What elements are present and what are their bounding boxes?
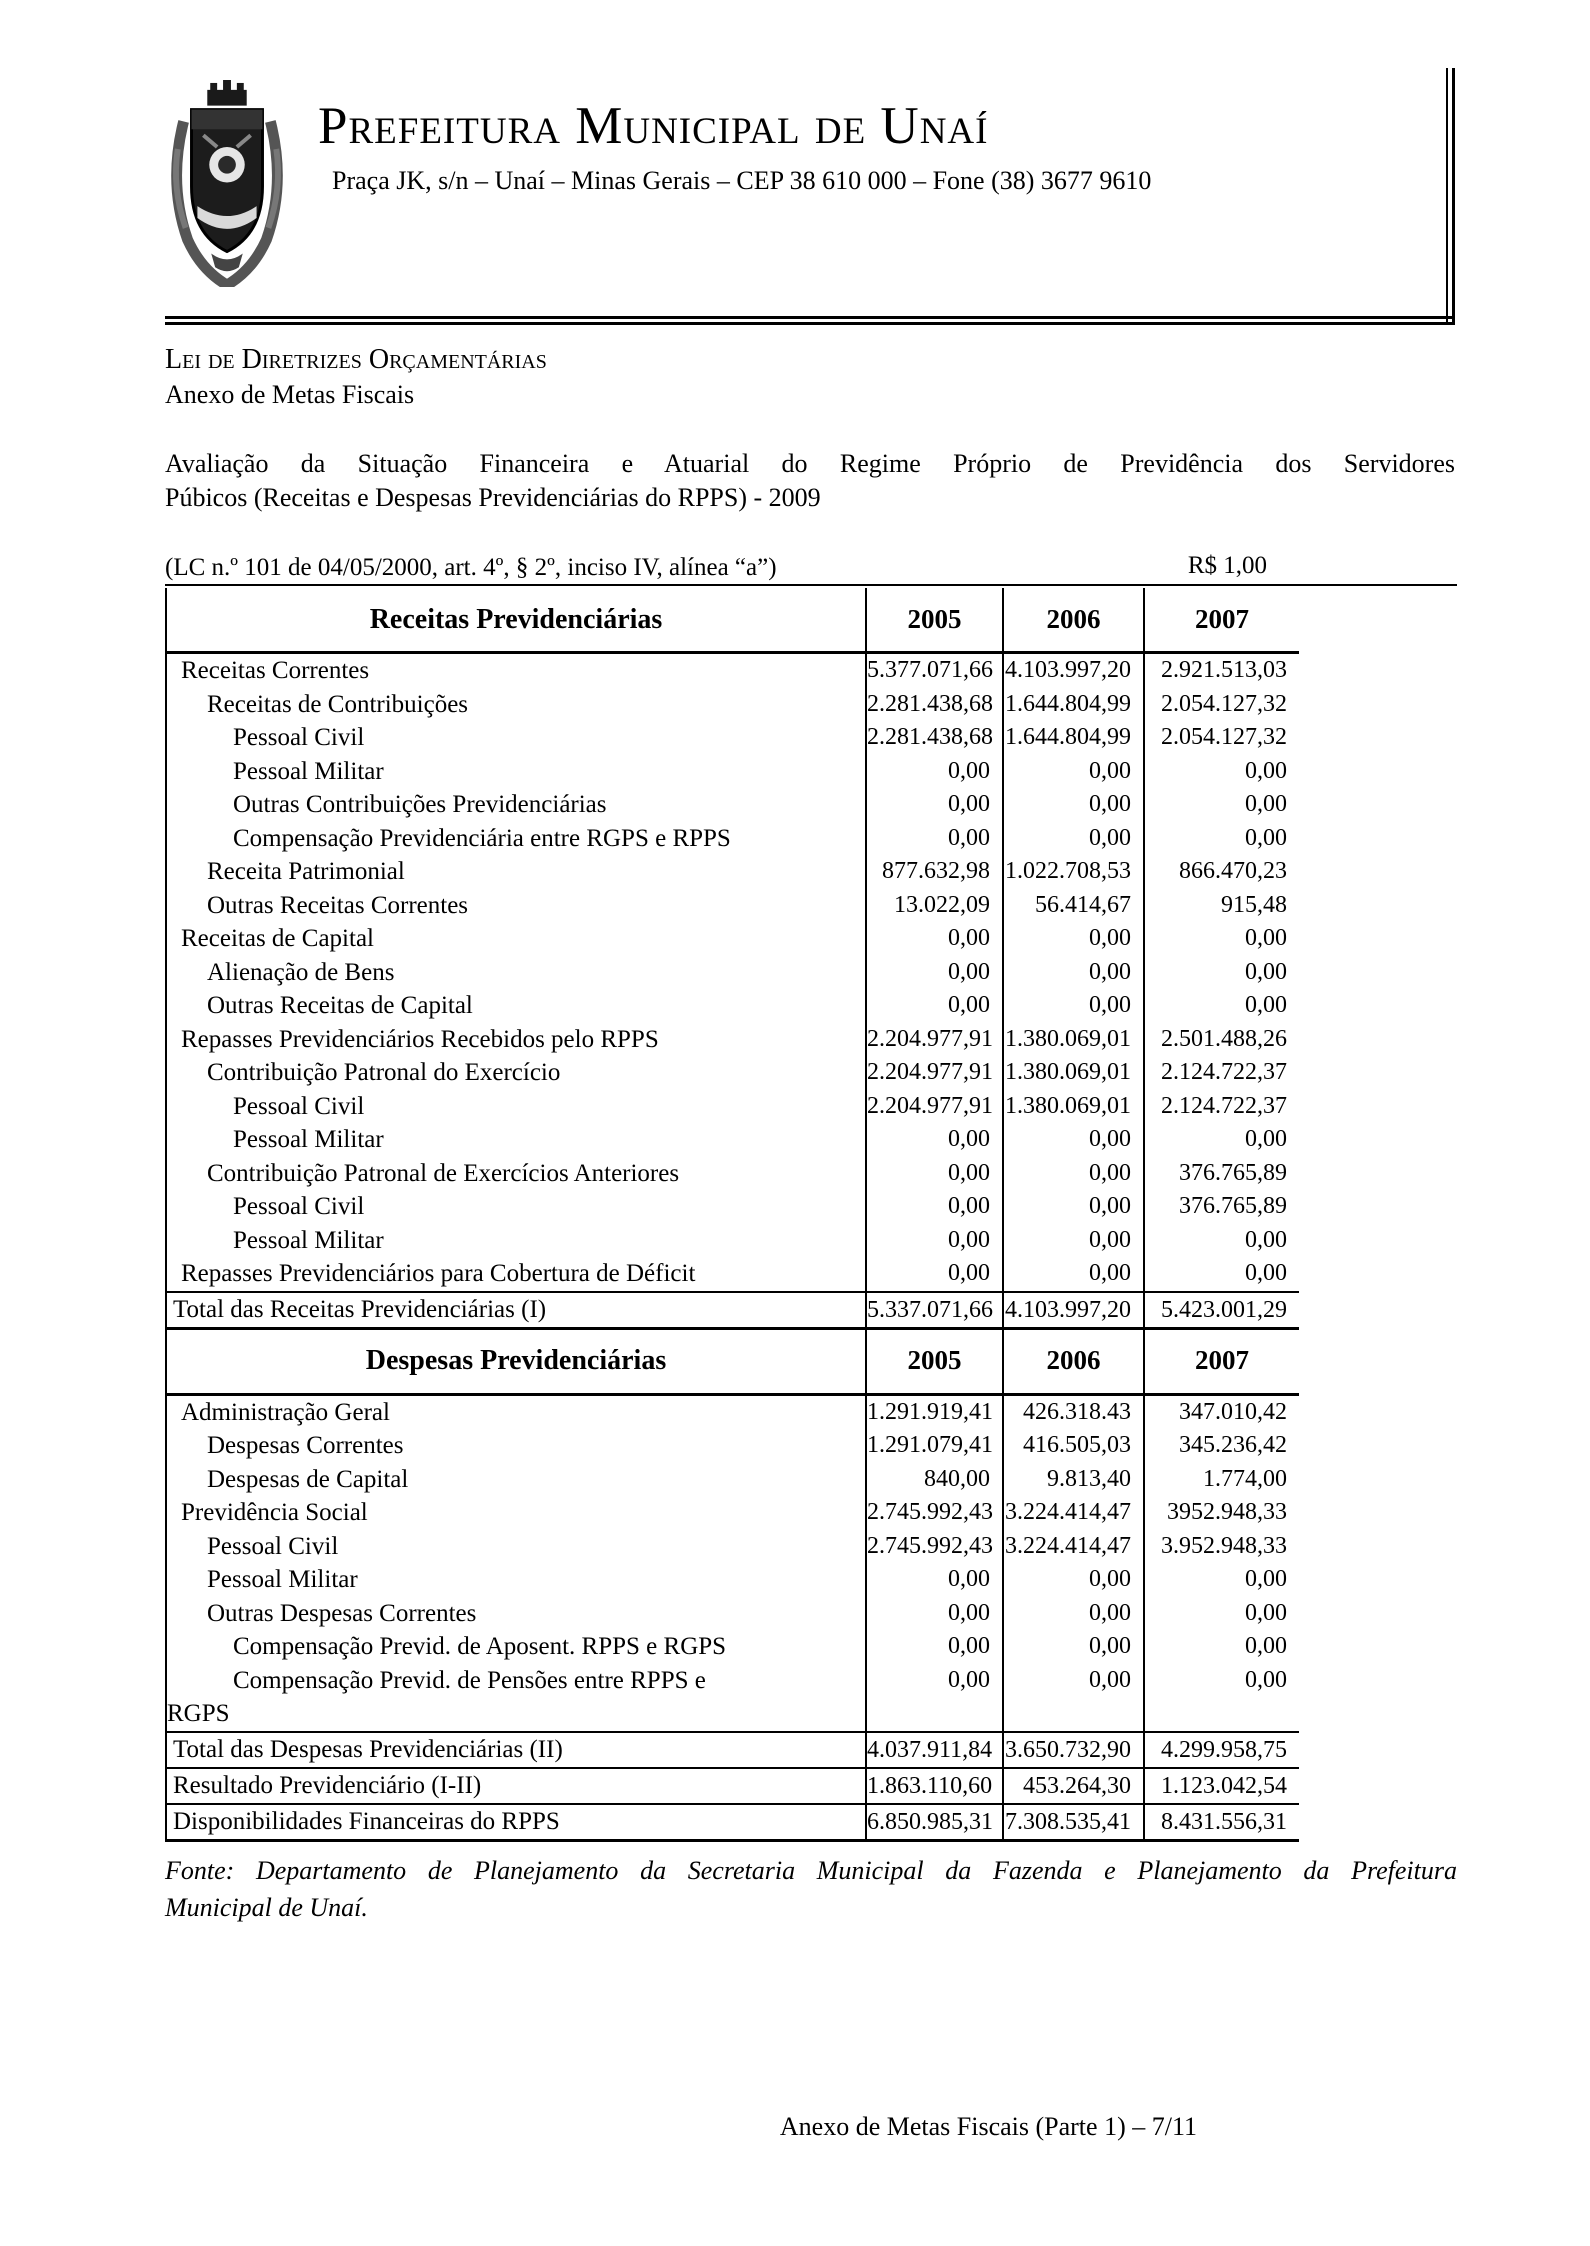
table-row [167,822,1299,856]
row-value-2005: 4.037.911,84 [865,1733,1002,1767]
despesas-section-title: Despesas Previdenciárias [365,1345,667,1377]
row-value-2005: 0,00 [865,1597,1002,1631]
receitas-header-row [167,588,1299,654]
row-value-2006: 1.380.069,01 [1002,1023,1143,1057]
row-value-2007: 3.952.948,33 [1143,1530,1299,1564]
row-label: Administração Geral [181,1398,390,1426]
row-value-2006: 453.264,30 [1002,1769,1143,1803]
table-row [167,1597,1299,1631]
row-value-2007: 0,00 [1143,1123,1299,1157]
receitas-rows [167,654,1299,1291]
row-value-2007: 0,00 [1143,956,1299,990]
row-value-2005: 2.745.992,43 [865,1496,1002,1530]
table-row [167,1429,1299,1463]
row-label: Compensação Previdenciária entre RGPS e RPPS [233,824,731,852]
row-value-2007: 2.501.488,26 [1143,1023,1299,1057]
row-value-2007: 0,00 [1143,788,1299,822]
row-value-2006: 426.318.43 [1002,1396,1143,1430]
row-value-2005: 0,00 [865,989,1002,1023]
row-value-2007: 0,00 [1143,1224,1299,1258]
row-value-2007: 2.124.722,37 [1143,1090,1299,1124]
header-address: Praça JK, s/n – Unaí – Minas Gerais – CEP 38 610 000 – Fone (38) 3677 9610 [332,166,1152,195]
row-value-2005: 0,00 [865,1563,1002,1597]
row-value-2007: 0,00 [1143,755,1299,789]
row-label: Pessoal Militar [233,757,384,785]
row-value-2006: 3.224.414,47 [1002,1530,1143,1564]
row-value-2007: 347.010,42 [1143,1396,1299,1430]
row-label: Receitas de Capital [181,925,374,952]
year-column-header: 2005 [865,1330,1002,1393]
header-title: Prefeitura Municipal de Unaí [318,97,989,155]
lc-reference-row [165,551,1457,586]
row-label: Outras Receitas de Capital [207,992,473,1019]
row-value-2007: 2.124.722,37 [1143,1056,1299,1090]
row-value-2007: 0,00 [1143,1597,1299,1631]
lc-reference: (LC n.º 101 de 04/05/2000, art. 4º, § 2º, inciso IV, alínea “a”) [165,554,777,581]
row-value-2006: 0,00 [1002,1157,1143,1191]
row-value-2005: 2.204.977,91 [865,1056,1002,1090]
row-label: Previdência Social [181,1499,368,1526]
table-row [167,1257,1299,1291]
row-value-2006: 0,00 [1002,822,1143,856]
total-receitas-row [167,1291,1299,1330]
row-value-2007: 2.054.127,32 [1143,721,1299,755]
row-value-2006: 0,00 [1002,1257,1143,1291]
row-value-2006: 0,00 [1002,755,1143,789]
row-label: Pessoal Civil [207,1532,339,1560]
row-value-2006: 1.380.069,01 [1002,1056,1143,1090]
row-value-2005: 2.204.977,91 [865,1023,1002,1057]
table-row [167,1563,1299,1597]
row-value-2005: 1.863.110,60 [865,1769,1002,1803]
row-value-2006: 4.103.997,20 [1002,1293,1143,1327]
row-value-2006: 1.644.804,99 [1002,721,1143,755]
row-label: Pessoal Militar [207,1566,358,1593]
table-row [167,1023,1299,1057]
row-value-2006: 0,00 [1002,989,1143,1023]
fonte-line-2: Municipal de Unaí. [165,1893,368,1922]
row-value-2005: 6.850.985,31 [865,1805,1002,1839]
row-label: Receitas de Contribuições [207,690,469,718]
year-column-header: 2005 [865,588,1002,651]
row-label: Pessoal Civil [233,1193,365,1220]
row-value-2006: 0,00 [1002,1597,1143,1631]
row-value-2005: 13.022,09 [865,889,1002,923]
row-value-2006: 9.813,40 [1002,1463,1143,1497]
intro-line-1: Avaliação da Situação Financeira e Atuarial do Regime Próprio de Previdência dos Servidores [165,449,1455,478]
row-label: Compensação Previd. de Pensões entre RPPS e RGPS [167,1666,706,1727]
despesas-header-row [167,1330,1299,1396]
row-value-2007: 0,00 [1143,822,1299,856]
row-value-2005: 0,00 [865,1664,1002,1731]
row-label: Pessoal Civil [233,1092,365,1120]
row-value-2006: 0,00 [1002,922,1143,956]
row-value-2007: 376.765,89 [1143,1190,1299,1224]
row-value-2006: 3.224.414,47 [1002,1496,1143,1530]
table-row [167,755,1299,789]
currency-note: R$ 1,00 [1187,552,1267,579]
table-row [167,1090,1299,1124]
row-value-2007: 0,00 [1143,922,1299,956]
row-value-2007: 866.470,23 [1143,855,1299,889]
fonte-note [165,1852,1457,1926]
row-label: Alienação de Bens [207,958,395,986]
row-value-2005: 5.337.071,66 [865,1293,1002,1327]
fonte-line-1: Fonte: Departamento de Planejamento da Secretaria Municipal da Fazenda e Planejamento da Prefeitura [165,1856,1457,1885]
row-value-2007: 0,00 [1143,1664,1299,1731]
row-value-2007: 5.423.001,29 [1143,1293,1299,1327]
row-value-2007: 4.299.958,75 [1143,1733,1299,1767]
header-divider-rule [165,316,1455,325]
year-column-header: 2007 [1143,1330,1299,1393]
row-label: Pessoal Civil [233,724,365,751]
disponibilidades-row [167,1805,1299,1842]
row-label: Despesas de Capital [207,1465,409,1493]
table-row [167,788,1299,822]
intro-line-2: Púbicos (Receitas e Despesas Previdenciárias do RPPS) - 2009 [165,483,821,512]
row-label: Repasses Previdenciários para Cobertura de Déficit [181,1260,696,1287]
row-label: Repasses Previdenciários Recebidos pelo RPPS [181,1025,659,1053]
row-label: Disponibilidades Financeiras do RPPS [173,1807,560,1835]
table-row [167,989,1299,1023]
row-label: Total das Receitas Previdenciárias (I) [173,1295,547,1323]
row-value-2007: 8.431.556,31 [1143,1805,1299,1839]
table-row [167,688,1299,722]
row-value-2005: 2.204.977,91 [865,1090,1002,1124]
intro-paragraph [165,447,1455,515]
row-value-2007: 0,00 [1143,989,1299,1023]
resultado-row [167,1769,1299,1805]
row-value-2007: 376.765,89 [1143,1157,1299,1191]
row-value-2007: 0,00 [1143,1257,1299,1291]
row-value-2005: 0,00 [865,956,1002,990]
row-value-2005: 0,00 [865,822,1002,856]
row-value-2006: 3.650.732,90 [1002,1733,1143,1767]
row-value-2005: 2.281.438,68 [865,721,1002,755]
table-row [167,1224,1299,1258]
row-value-2005: 2.745.992,43 [865,1530,1002,1564]
row-value-2006: 56.414,67 [1002,889,1143,923]
row-value-2006: 1.380.069,01 [1002,1090,1143,1124]
year-column-header: 2007 [1143,588,1299,651]
row-label: Resultado Previdenciário (I-II) [173,1771,482,1799]
year-column-header: 2006 [1002,588,1143,651]
table-row [167,1630,1299,1664]
row-label: Receita Patrimonial [207,858,405,885]
row-value-2007: 3952.948,33 [1143,1496,1299,1530]
row-value-2005: 0,00 [865,1224,1002,1258]
table-row [167,1123,1299,1157]
table-row [167,654,1299,688]
despesas-rows [167,1396,1299,1731]
table-row [167,1056,1299,1090]
total-despesas-row [167,1731,1299,1769]
table-row [167,1157,1299,1191]
row-label: Outras Despesas Correntes [207,1599,477,1627]
row-value-2005: 0,00 [865,922,1002,956]
row-value-2005: 0,00 [865,1630,1002,1664]
table-row [167,1190,1299,1224]
table-row [167,922,1299,956]
row-label: Contribuição Patronal do Exercício [207,1059,561,1086]
header-right-rule [1446,68,1455,325]
row-label: Pessoal Militar [233,1226,384,1254]
row-value-2006: 0,00 [1002,1123,1143,1157]
row-value-2005: 0,00 [865,788,1002,822]
annex-subtitle: Anexo de Metas Fiscais [165,380,415,409]
row-label: Pessoal Militar [233,1126,384,1153]
row-value-2005: 2.281.438,68 [865,688,1002,722]
table-row [167,855,1299,889]
row-value-2005: 1.291.079,41 [865,1429,1002,1463]
row-value-2005: 5.377.071,66 [865,654,1002,688]
row-value-2006: 1.022.708,53 [1002,855,1143,889]
row-value-2007: 0,00 [1143,1630,1299,1664]
row-value-2007: 2.921.513,03 [1143,654,1299,688]
row-value-2006: 0,00 [1002,956,1143,990]
row-label: Total das Despesas Previdenciárias (II) [173,1735,563,1763]
row-label: Receitas Correntes [181,657,370,684]
row-value-2007: 345.236,42 [1143,1429,1299,1463]
row-value-2005: 0,00 [865,1190,1002,1224]
fiscal-table [165,588,1299,1842]
law-title: Lei de Diretrizes Orçamentárias [165,344,547,375]
row-value-2006: 0,00 [1002,788,1143,822]
row-value-2006: 0,00 [1002,1224,1143,1258]
row-value-2005: 1.291.919,41 [865,1396,1002,1430]
table-row [167,1530,1299,1564]
row-value-2006: 4.103.997,20 [1002,654,1143,688]
row-value-2006: 0,00 [1002,1190,1143,1224]
row-value-2005: 0,00 [865,1257,1002,1291]
table-row [167,889,1299,923]
row-value-2006: 7.308.535,41 [1002,1805,1143,1839]
page-footer: Anexo de Metas Fiscais (Parte 1) – 7/11 [779,2112,1197,2141]
row-value-2005: 0,00 [865,1157,1002,1191]
row-label: Outras Contribuições Previdenciárias [233,791,607,818]
row-value-2005: 840,00 [865,1463,1002,1497]
row-value-2006: 1.644.804,99 [1002,688,1143,722]
table-row [167,1664,1299,1731]
row-value-2007: 2.054.127,32 [1143,688,1299,722]
row-value-2006: 0,00 [1002,1664,1143,1731]
row-label: Despesas Correntes [207,1432,404,1459]
coat-of-arms-logo [167,80,287,287]
row-value-2007: 915,48 [1143,889,1299,923]
row-value-2005: 0,00 [865,755,1002,789]
row-value-2006: 416.505,03 [1002,1429,1143,1463]
table-row [167,1463,1299,1497]
row-value-2005: 877.632,98 [865,855,1002,889]
row-label: Compensação Previd. de Aposent. RPPS e RGPS [233,1633,727,1660]
year-column-header: 2006 [1002,1330,1143,1393]
row-value-2007: 1.774,00 [1143,1463,1299,1497]
receitas-section-title: Receitas Previdenciárias [369,603,663,635]
row-value-2005: 0,00 [865,1123,1002,1157]
row-value-2007: 0,00 [1143,1563,1299,1597]
row-label: Contribuição Patronal de Exercícios Anteriores [207,1159,680,1187]
row-value-2007: 1.123.042,54 [1143,1769,1299,1803]
table-row [167,721,1299,755]
table-row [167,1396,1299,1430]
table-row [167,1496,1299,1530]
row-value-2006: 0,00 [1002,1630,1143,1664]
row-value-2006: 0,00 [1002,1563,1143,1597]
table-row [167,956,1299,990]
row-label: Outras Receitas Correntes [207,891,469,919]
